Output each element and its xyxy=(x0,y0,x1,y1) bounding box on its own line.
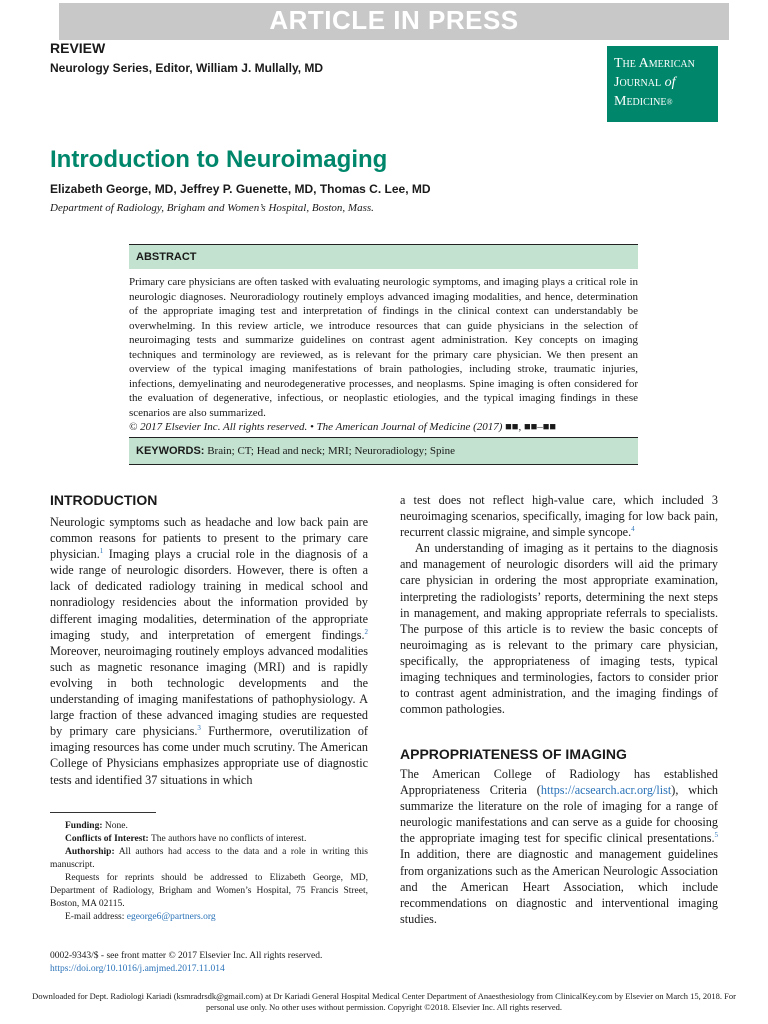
conflicts-note: Conflicts of Interest: The authors have no conflicts of interest. xyxy=(65,834,307,844)
logo-medicine-word: Medicine xyxy=(614,94,667,109)
section-tag: REVIEW xyxy=(50,40,106,56)
appropriateness-heading: APPROPRIATENESS OF IMAGING xyxy=(400,746,627,762)
logo-line-3 xyxy=(614,92,718,111)
article-title: Introduction to Neuroimaging xyxy=(50,146,388,173)
reference-2[interactable]: 2 xyxy=(364,627,368,636)
keywords-label: KEYWORDS: xyxy=(136,445,205,457)
introduction-paragraph-2: An understanding of imaging as it pertains to the diagnosis and management of neurologic disorders will aid the primary care physician in ordering the most appropriate examination, interpreting the radiologists’ reports, determining the next steps in management, and making appropriate referrals to specialists. The purpose of this article is to review the basic concepts of neuroimaging as is relevant to the primary care physician, specifically, the appropriateness of imaging tests, typical imaging techniques and terminologies, factors to consider prior to contrast agent administration, and the imaging findings of common pathologies. xyxy=(400,541,718,717)
doi-link[interactable]: https://doi.org/10.1016/j.amjmed.2017.11.014 xyxy=(50,964,225,974)
reference-3[interactable]: 3 xyxy=(197,724,201,733)
issn-line: 0002-9343/$ - see front matter © 2017 Elsevier Inc. All rights reserved. xyxy=(50,951,323,961)
authorship-note: Authorship: All authors had access to the data and a role in writing this manuscript. xyxy=(50,847,368,870)
article-in-press-banner: ARTICLE IN PRESS xyxy=(59,3,729,40)
footnotes xyxy=(50,820,368,924)
logo-journal-word: Journal xyxy=(614,75,662,90)
acr-criteria-link[interactable]: https://acsearch.acr.org/list xyxy=(540,783,672,798)
reference-4[interactable]: 4 xyxy=(631,525,635,534)
logo-line-2 xyxy=(614,73,718,92)
appropriateness-paragraph: The American College of Radiology has established Appropriateness Criteria (https://acsearch.acr.org/list), which summarize the literature on the role of imaging for a range of neurologic manifestations and can serve as a guide for choosing the appropriate imaging test for specific clinical presentations.$^5$ In addition, there are diagnostic and management guidelines from organizations such as the American Neurologic Association and the American Heart Association, which include recommendations on diagnostic and interventional imaging studies. xyxy=(400,767,718,926)
download-notice: Downloaded for Dept. Radiologi Kariadi (ksmradrsdk@gmail.com) at Dr Kariadi General Hospital Medical Center Department of Anaesthesiology from ClinicalKey.com by Elsevier on March 15, 2018. For personal use only. No other uses without permission. Copyright ©2018. Elsevier Inc. All rights reserved. xyxy=(32,991,736,1012)
abstract-text: Primary care physicians are often tasked with evaluating neurologic symptoms, and imaging plays a critical role in neurologic diagnoses. Neuroradiology routinely employs advanced imaging modalities, and hence, determination of the appropriate imaging test and interpretation of findings in the clinical context can understandably be overwhelming. In this review article, we introduce resources that can guide physicians in the selection of neuroimaging tests and summarize guidelines on contrast agent administration. Key concepts on imaging techniques and terminology are reviewed, as is relevant for the primary care physician. We then present an overview of the typical imaging manifestations of brain pathologies, including stroke, traumatic injuries, infections, demyelinating and neurodegenerative processes, and neoplasms. Spine imaging is often considered for the evaluation of degenerative, infectious, or neoplastic etiologies, and the typical imaging findings in these scenarios are also summarized. xyxy=(129,276,638,419)
introduction-heading: INTRODUCTION xyxy=(50,492,158,508)
reprints-note: Requests for reprints should be addressed to Elizabeth George, MD, Department of Radiology, Brigham and Women’s Hospital, 75 Francis Street, Boston, MA 02115. xyxy=(50,873,368,909)
series-editor-line: Neurology Series, Editor, William J. Mullally, MD xyxy=(50,61,324,75)
logo-of-word: of xyxy=(664,75,676,90)
abstract-heading: ABSTRACT xyxy=(136,251,197,263)
affiliation: Department of Radiology, Brigham and Women’s Hospital, Boston, Mass. xyxy=(50,202,374,214)
keywords-text: Brain; CT; Head and neck; MRI; Neuroradiology; Spine xyxy=(207,445,455,457)
journal-logo xyxy=(607,46,718,122)
abstract-citation: © 2017 Elsevier Inc. All rights reserved. • The American Journal of Medicine (2017) ■■, ■■–■■ xyxy=(129,421,557,433)
appropriateness-column xyxy=(400,766,718,927)
keywords-bar xyxy=(129,437,638,465)
logo-registered-mark: ® xyxy=(666,97,673,107)
introduction-paragraph-1: Neurologic symptoms such as headache and low back pain are common reasons for patients to present to the primary care physician.$^1$ Imaging plays a crucial role in the diagnosis of a wide range of neurologic disorders. However, there is often a lack of dedicated radiology training in medical school and nonradiology residencies about the information provided by different imaging modalities, determination of the appropriate imaging study, and interpretation of emergent findings.$^2$ Moreover, neuroimaging routinely employs advanced modalities such as magnetic resonance imaging (MRI) and is rapidly evolving in both technologic developments and the understanding of imaging manifestations of pathophysiology. A large fraction of these advanced imaging studies are requested by primary care physicians.$^3$ Furthermore, overutilization of imaging resources has come under much scrutiny. The American College of Physicians emphasizes appropriate use of diagnostic tests and identified 37 situations in which xyxy=(50,515,368,787)
abstract-body xyxy=(129,275,638,435)
footnote-divider xyxy=(50,812,156,813)
reference-1[interactable]: 1 xyxy=(99,547,104,556)
introduction-paragraph-1-continued: a test does not reflect high-value care, which included 3 neuroimaging scenarios, specifically, imaging for low back pain, recurrent classic migraine, and simple syncope.$^4$ xyxy=(400,493,718,540)
introduction-column-left xyxy=(50,514,368,788)
introduction-column-right xyxy=(400,492,718,717)
author-list: Elizabeth George, MD, Jeffrey P. Guenette, MD, Thomas C. Lee, MD xyxy=(50,182,431,196)
logo-line-1: The American xyxy=(614,56,695,71)
email-note: E-mail address: egeorge6@partners.org xyxy=(65,912,216,922)
abstract-header xyxy=(129,244,638,269)
funding-note: Funding: None. xyxy=(65,821,128,831)
reference-5[interactable]: 5 xyxy=(714,831,718,840)
author-email-link[interactable]: egeorge6@partners.org xyxy=(126,912,216,922)
